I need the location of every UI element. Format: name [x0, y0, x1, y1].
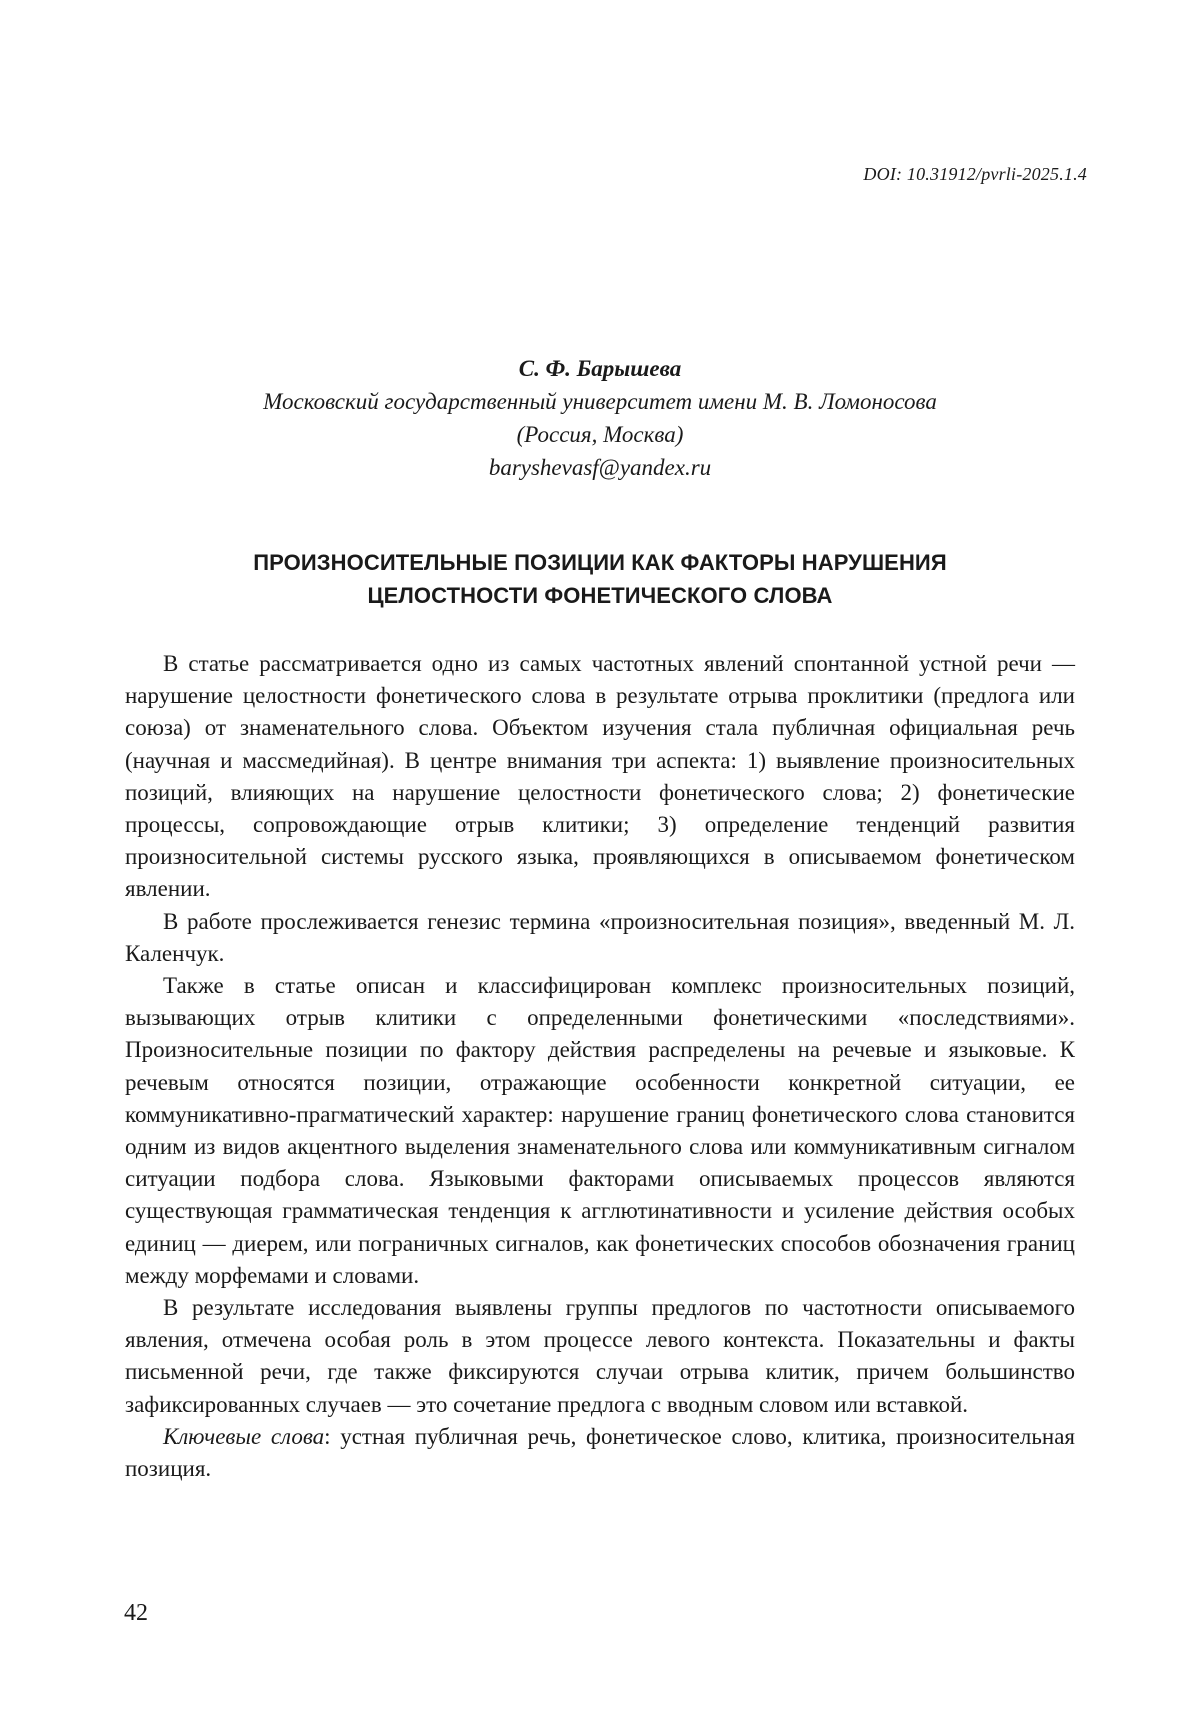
- keywords-label: Ключевые слова: [163, 1423, 325, 1449]
- author-email: baryshevasf@yandex.ru: [488, 455, 712, 480]
- abstract-paragraph: В работе прослеживается генезис термина «произносительная позиция», введенный М. Л. Каленчук.: [125, 908, 1075, 966]
- abstract: [125, 648, 1075, 1485]
- author-name: С. Ф. Барышева: [518, 356, 682, 381]
- abstract-paragraph: В статье рассматривается одно из самых частотных явлений спонтанной устной речи — нарушение целостности фонетического слова в результате отрыва проклитики (предлога или союза) от знаменательного слова. Объектом изучения стала публичная официальная речь (научная и массмедийная). В центре внимания три аспекта: 1) выявление произносительных позиций, влияющих на нарушение целостности фонетического слова; 2) фонетические процессы, сопровождающие отрыв клитики; 3) определение тенденций развития произносительной системы русского языка, проявляющихся в описываемом фонетическом явлении.: [125, 651, 1075, 902]
- keywords-text: : устная публичная речь, фонетическое слово, клитика, произносительная позиция.: [125, 1423, 1075, 1482]
- abstract-paragraph: В результате исследования выявлены группы предлогов по частотности описываемого явления, отмечена особая роль в этом процессе левого контекста. Показательны и факты письменной речи, где также фиксируются случаи отрыва клитик, причем большинство зафиксированных случаев — это сочетание предлога с вводным словом или вставкой.: [125, 1295, 1075, 1417]
- author-block: [120, 352, 1080, 484]
- article-title: [120, 546, 1080, 612]
- author-affiliation: Московский государственный университет имени М. В. Ломоносова: [263, 389, 937, 414]
- doi-label: DOI: 10.31912/pvrli-2025.1.4: [863, 164, 1087, 184]
- article-title-line: ПРОИЗНОСИТЕЛЬНЫЕ ПОЗИЦИИ КАК ФАКТОРЫ НАРУШЕНИЯ: [253, 550, 947, 575]
- page-number: 42: [124, 1600, 148, 1626]
- keywords: [125, 1421, 1075, 1485]
- abstract-paragraph: Также в статье описан и классифицирован комплекс произносительных позиций, вызывающих отрыв клитики с определенными фонетическими «последствиями». Произносительные позиции по фактору действия распределены на речевые и языковые. К речевым относятся позиции, отражающие особенности конкретной ситуации, ее коммуникативно-прагматический характер: нарушение границ фонетического слова становится одним из видов акцентного выделения знаменательного слова или коммуникативным сигналом ситуации подбора слова. Языковыми факторами описываемых процессов являются существующая грамматическая тенденция к агглютинативности и усиление действия особых единиц — диерем, или пограничных сигналов, как фонетических способов обозначения границ между морфемами и словами.: [125, 973, 1075, 1288]
- article-title-line: ЦЕЛОСТНОСТИ ФОНЕТИЧЕСКОГО СЛОВА: [367, 583, 833, 608]
- author-location: (Россия, Москва): [516, 422, 684, 447]
